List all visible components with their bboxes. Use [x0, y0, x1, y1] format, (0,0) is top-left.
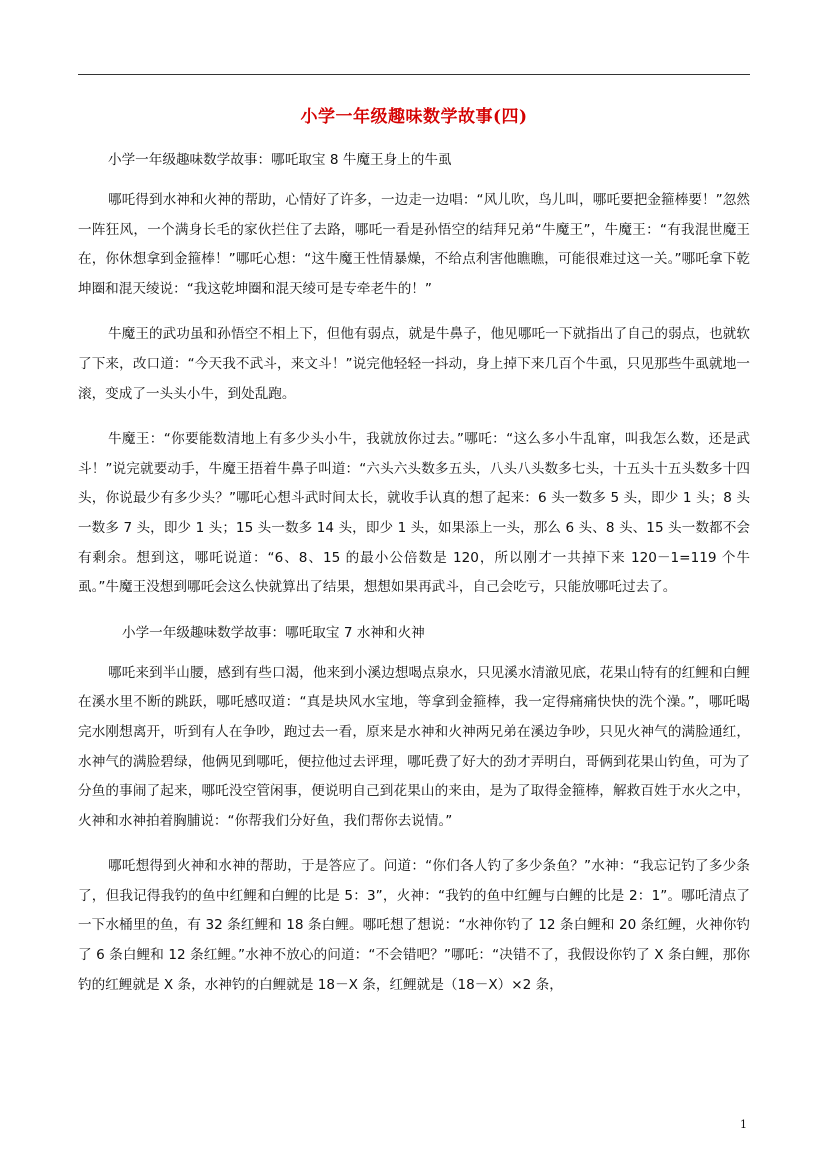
story2-heading: 小学一年级趣味数学故事：哪吒取宝 7 水神和火神 — [122, 624, 425, 641]
story2-paragraph-2: 哪吒想得到火神和水神的帮助，于是答应了。问道：“你们各人钓了多少条鱼？”水神：“我忘记钓了多少条了，但我记得我钓的鱼中红鲤和白鲤的比是 5：3”，火神：“我钓的鱼中红鲤与白鲤的比是 2：1”。哪吒清点了一下水桶里的鱼，有 32 条红鲤和 18 条白鲤。哪吒想了想说：“水神你钓了 12 条白鲤和 20 条红鲤，火神你钓了 6 条白鲤和 12 条红鲤。”水神不放心的问道：“不会错吧？”哪吒：“决错不了，我假设你钓了 X 条白鲤，那你钓的红鲤就是 X 条，水神钓的白鲤就是 18－X 条，红鲤就是（18－X）×2 条， — [78, 858, 750, 993]
story1-heading: 小学一年级趣味数学故事：哪吒取宝 8 牛魔王身上的牛虱 — [108, 152, 452, 168]
story1-paragraph-3: 牛魔王：“你要能数清地上有多少头小牛，我就放你过去。”哪吒：“这么多小牛乱窜，叫我怎么数，还是武斗！”说完就要动手，牛魔王捂着牛鼻子叫道：“六头六头数多五头，八头八头数多七头，十五头十五头数多十四头，你说最少有多少头？”哪吒心想斗武时间太长，就收手认真的想了起来：6 头一数多 5 头，即少 1 头；8 头一数多 7 头，即少 1 头；15 头一数多 14 头，即少 1 头，如果添上一头，那么 6 头、8 头、15 头一数都不会有剩余。想到这，哪吒说道：“6、8、15 的最小公倍数是 120，所以刚才一共掉下来 120－1=119 个牛虱。”牛魔王没想到哪吒会这么快就算出了结果，想想如果再武斗，自己会吃亏，只能放哪吒过去了。 — [78, 431, 750, 596]
header-rule — [78, 74, 750, 75]
story1-paragraph-1: 哪吒得到水神和火神的帮助，心情好了许多，一边走一边唱：“风儿吹，鸟儿叫，哪吒要把金箍棒要！”忽然一阵狂风，一个满身长毛的家伙拦住了去路，哪吒一看是孙悟空的结拜兄弟“牛魔王”，牛魔王：“有我混世魔王在，你休想拿到金箍棒！”哪吒心想：“这牛魔王性情暴燥，不给点利害他瞧瞧，可能很难过这一关。”哪吒拿下乾坤圈和混天绫说：“我这乾坤圈和混天绫可是专牵老牛的！” — [78, 192, 750, 297]
story2-paragraph-1: 哪吒来到半山腰，感到有些口渴，他来到小溪边想喝点泉水，只见溪水清澈见底，花果山特有的红鲤和白鲤在溪水里不断的跳跃，哪吒感叹道：“真是块风水宝地，等拿到金箍棒，我一定得痛痛快快的洗个澡。”，哪吒喝完水刚想离开，听到有人在争吵，跑过去一看，原来是水神和火神两兄弟在溪边争吵，只见火神气的满脸通红，水神气的满脸碧绿，他俩见到哪吒，便拉他过去评理，哪吒费了好大的劲才弄明白，哥俩到花果山钓鱼，可为了分鱼的事闹了起来，哪吒没空管闲事，便说明自己到花果山的来由，是为了取得金箍棒，解救百姓于水火之中，火神和水神拍着胸脯说：“你帮我们分好鱼，我们帮你去说情。” — [78, 664, 750, 829]
document-title: 小学一年级趣味数学故事(四) — [300, 107, 528, 127]
story1-paragraph-2: 牛魔王的武功虽和孙悟空不相上下，但他有弱点，就是牛鼻子，他见哪吒一下就指出了自己的弱点，也就软了下来，改口道：“今天我不武斗，来文斗！”说完他轻轻一抖动，身上掉下来几百个牛虱，只见那些牛虱就地一滚，变成了一头头小牛，到处乱跑。 — [78, 326, 750, 402]
document-body — [78, 146, 750, 1000]
page-number: 1 — [740, 1118, 747, 1131]
